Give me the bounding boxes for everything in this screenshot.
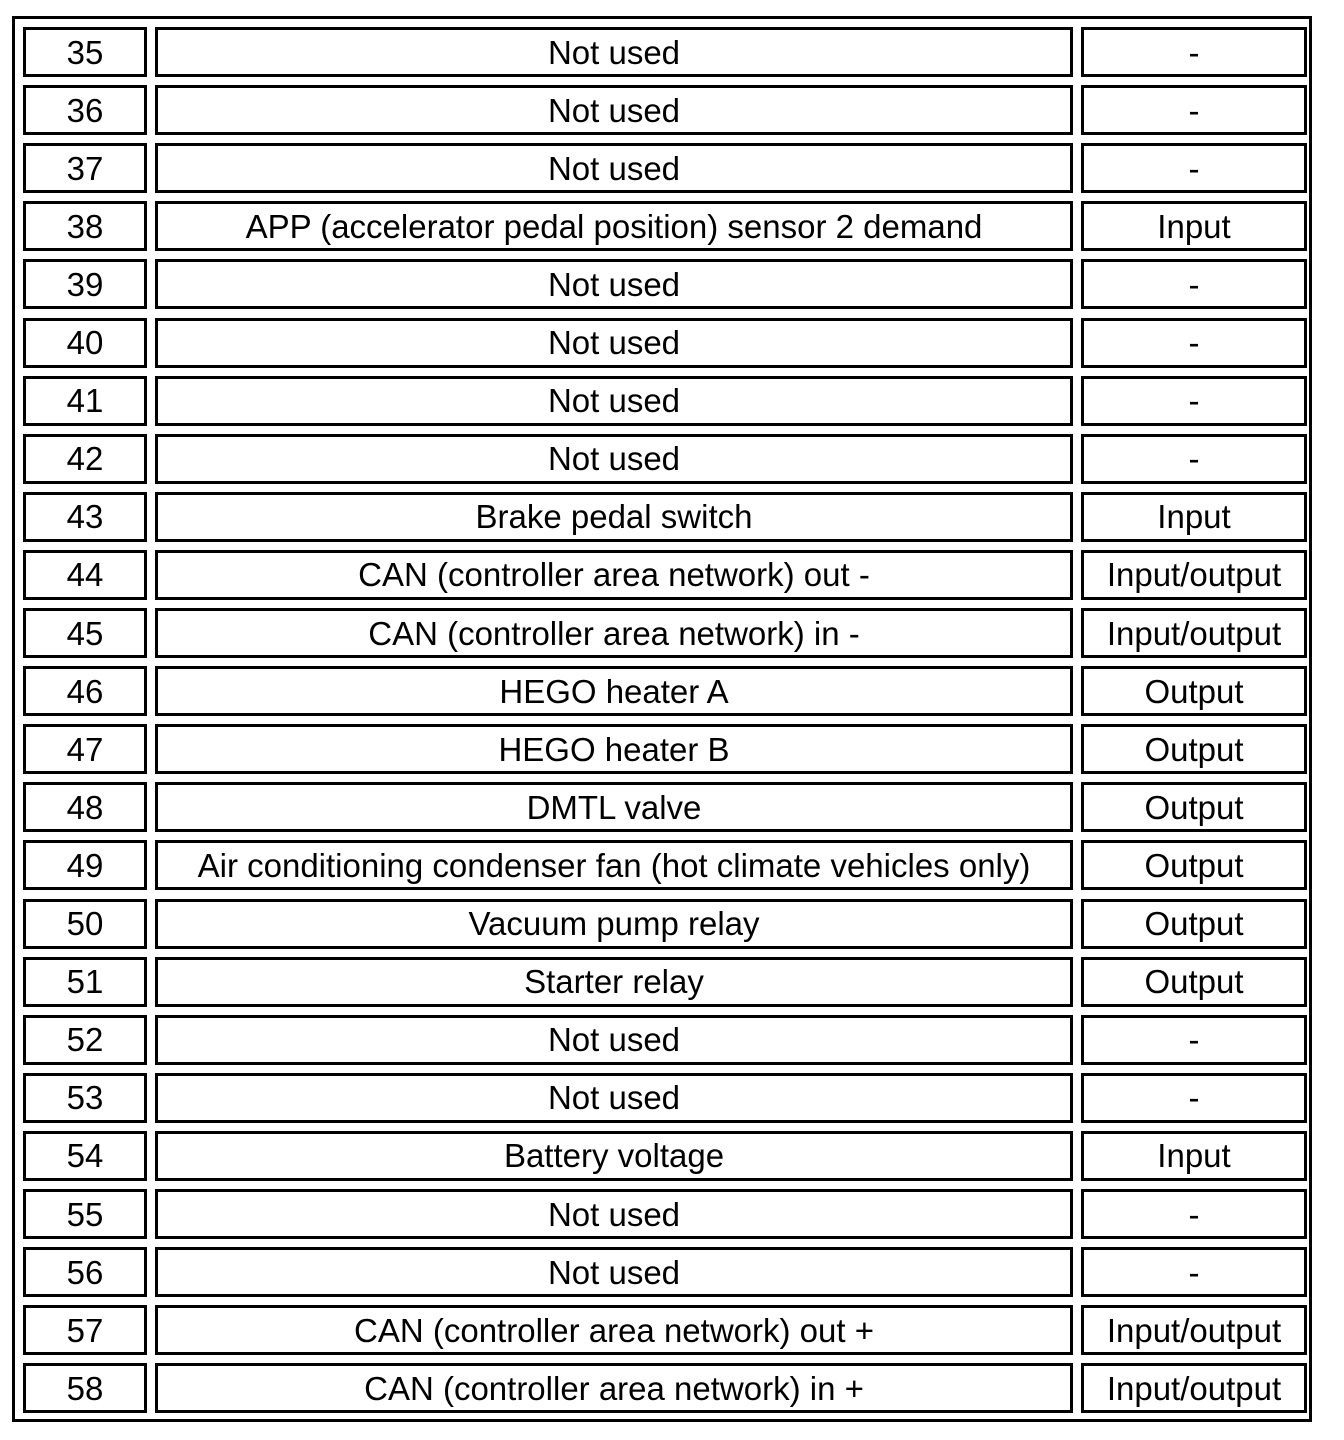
pinout-table	[12, 16, 1312, 1422]
pin-number-cell: 49	[23, 840, 147, 890]
description-cell: Not used	[155, 1015, 1073, 1065]
pin-number-cell: 37	[23, 143, 147, 193]
table-row	[19, 81, 1305, 139]
pin-number-cell: 42	[23, 434, 147, 484]
description-cell: Brake pedal switch	[155, 492, 1073, 542]
pin-number-cell: 46	[23, 666, 147, 716]
description-cell: Not used	[155, 318, 1073, 368]
table-row	[19, 488, 1305, 546]
pin-number-cell: 53	[23, 1073, 147, 1123]
signal-type-cell: Input/output	[1081, 550, 1307, 600]
description-cell: Not used	[155, 143, 1073, 193]
pin-number-cell: 51	[23, 957, 147, 1007]
signal-type-cell: -	[1081, 259, 1307, 309]
description-cell: Battery voltage	[155, 1131, 1073, 1181]
table-row	[19, 1243, 1305, 1301]
signal-type-cell: -	[1081, 85, 1307, 135]
signal-type-cell: -	[1081, 376, 1307, 426]
signal-type-cell: -	[1081, 434, 1307, 484]
description-cell: CAN (controller area network) out -	[155, 550, 1073, 600]
description-cell: Not used	[155, 376, 1073, 426]
pin-number-cell: 47	[23, 724, 147, 774]
signal-type-cell: Output	[1081, 666, 1307, 716]
table-row	[19, 1301, 1305, 1359]
pin-number-cell: 36	[23, 85, 147, 135]
table-row	[19, 314, 1305, 372]
pin-number-cell: 39	[23, 259, 147, 309]
table-row	[19, 139, 1305, 197]
table-row	[19, 197, 1305, 255]
signal-type-cell: Output	[1081, 899, 1307, 949]
signal-type-cell: Input	[1081, 1131, 1307, 1181]
description-cell: Air conditioning condenser fan (hot climate vehicles only)	[155, 840, 1073, 890]
signal-type-cell: Output	[1081, 782, 1307, 832]
pin-number-cell: 38	[23, 201, 147, 251]
signal-type-cell: -	[1081, 143, 1307, 193]
table-row	[19, 1127, 1305, 1185]
signal-type-cell: Input/output	[1081, 1305, 1307, 1355]
table-body	[19, 23, 1305, 1415]
pin-number-cell: 43	[23, 492, 147, 542]
pin-number-cell: 56	[23, 1247, 147, 1297]
pin-number-cell: 57	[23, 1305, 147, 1355]
table-row	[19, 662, 1305, 720]
pin-number-cell: 41	[23, 376, 147, 426]
pin-number-cell: 44	[23, 550, 147, 600]
signal-type-cell: Output	[1081, 957, 1307, 1007]
description-cell: Not used	[155, 85, 1073, 135]
table-row	[19, 546, 1305, 604]
table-row	[19, 895, 1305, 953]
signal-type-cell: -	[1081, 318, 1307, 368]
table-row	[19, 1069, 1305, 1127]
table-row	[19, 604, 1305, 662]
description-cell: Starter relay	[155, 957, 1073, 1007]
table-row	[19, 1359, 1305, 1417]
signal-type-cell: Input	[1081, 492, 1307, 542]
table-row	[19, 953, 1305, 1011]
table-row	[19, 1185, 1305, 1243]
pin-number-cell: 45	[23, 608, 147, 658]
description-cell: Not used	[155, 259, 1073, 309]
pin-number-cell: 40	[23, 318, 147, 368]
pin-number-cell: 55	[23, 1189, 147, 1239]
description-cell: HEGO heater B	[155, 724, 1073, 774]
table-row	[19, 23, 1305, 81]
signal-type-cell: Input/output	[1081, 1363, 1307, 1413]
description-cell: Not used	[155, 1247, 1073, 1297]
table-row	[19, 255, 1305, 313]
pin-number-cell: 50	[23, 899, 147, 949]
signal-type-cell: Input/output	[1081, 608, 1307, 658]
pin-number-cell: 52	[23, 1015, 147, 1065]
description-cell: CAN (controller area network) in -	[155, 608, 1073, 658]
signal-type-cell: -	[1081, 1015, 1307, 1065]
signal-type-cell: Output	[1081, 724, 1307, 774]
table-row	[19, 372, 1305, 430]
table-row	[19, 1011, 1305, 1069]
description-cell: Not used	[155, 27, 1073, 77]
table-row	[19, 836, 1305, 894]
signal-type-cell: -	[1081, 1247, 1307, 1297]
pin-number-cell: 48	[23, 782, 147, 832]
pin-number-cell: 54	[23, 1131, 147, 1181]
signal-type-cell: Input	[1081, 201, 1307, 251]
signal-type-cell: -	[1081, 27, 1307, 77]
pin-number-cell: 58	[23, 1363, 147, 1413]
description-cell: Not used	[155, 1073, 1073, 1123]
description-cell: APP (accelerator pedal position) sensor 2 demand	[155, 201, 1073, 251]
description-cell: HEGO heater A	[155, 666, 1073, 716]
table-row	[19, 778, 1305, 836]
description-cell: CAN (controller area network) out +	[155, 1305, 1073, 1355]
description-cell: CAN (controller area network) in +	[155, 1363, 1073, 1413]
description-cell: DMTL valve	[155, 782, 1073, 832]
signal-type-cell: -	[1081, 1189, 1307, 1239]
table-row	[19, 720, 1305, 778]
description-cell: Not used	[155, 434, 1073, 484]
pin-number-cell: 35	[23, 27, 147, 77]
signal-type-cell: Output	[1081, 840, 1307, 890]
description-cell: Not used	[155, 1189, 1073, 1239]
table-row	[19, 430, 1305, 488]
signal-type-cell: -	[1081, 1073, 1307, 1123]
description-cell: Vacuum pump relay	[155, 899, 1073, 949]
